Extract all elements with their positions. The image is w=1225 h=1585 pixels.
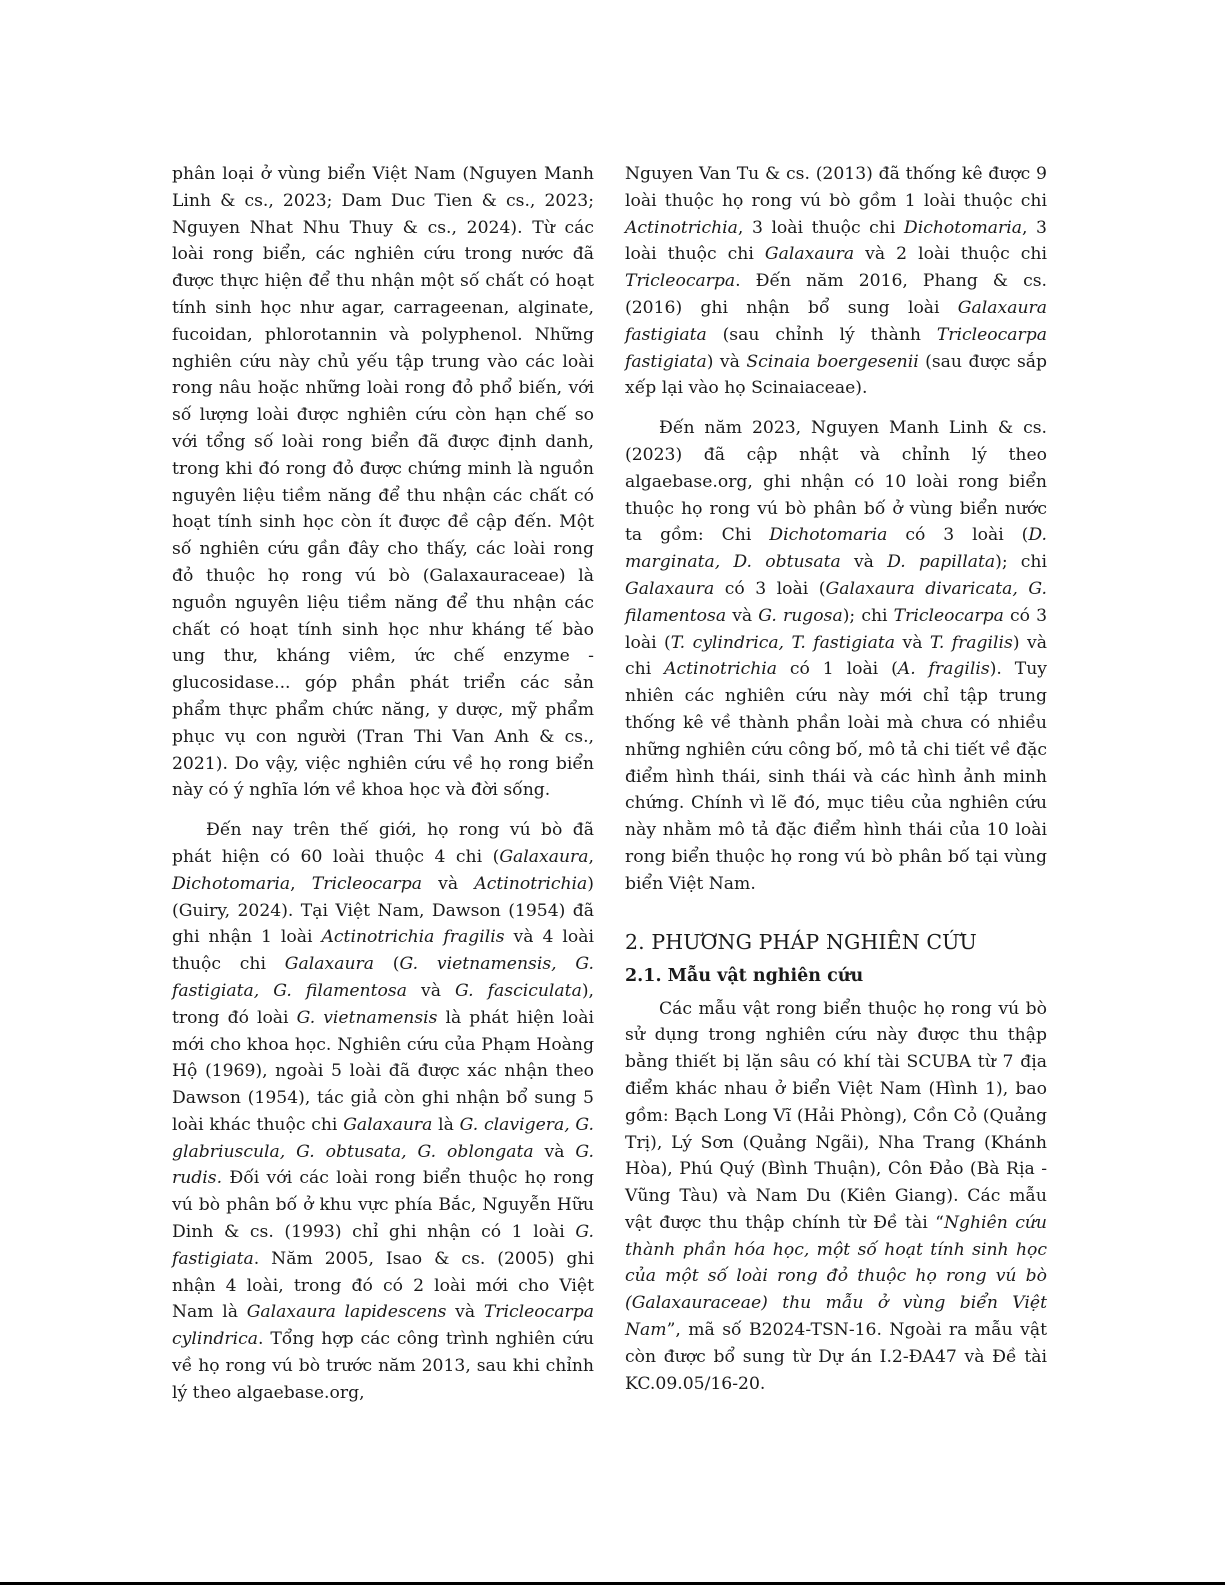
italic-text-segment: Galaxaura (764, 244, 855, 265)
italic-text-segment: Tricleocarpa fastigiata (625, 324, 1047, 372)
italic-text-segment: T. cylindrica, T. fastigiata (670, 632, 896, 653)
text-segment: có 3 loài ( (625, 605, 1048, 653)
text-segment: và (406, 980, 456, 1001)
italic-text-segment: Galaxaura fastigiata (625, 297, 1047, 345)
italic-text-segment: Tricleocarpa (625, 271, 736, 292)
italic-text-segment: Actinotrichia (474, 873, 588, 894)
italic-text-segment: Galaxaura divaricata, G. filamentosa (625, 578, 1047, 626)
italic-text-segment: G. fasciculata (455, 980, 582, 1001)
text-segment: và (726, 605, 759, 626)
text-segment: ). Tuy nhiên các nghiên cứu này mới chỉ tập trung thống kê về thành phần loài mà chưa có nhiều những nghiên cứu công bố, mô tả chi tiết về đặc điểm hình thái, sinh thái và các hình ảnh minh chứng. Chính vì lẽ đó, mục tiêu của nghiên cứu này nhằm mô tả đặc điểm hình thái của 10 loài rong biển thuộc họ rong vú bò phân bố tại vùng biển Việt Nam. (625, 659, 1047, 894)
text-segment: . Năm 2005, Isao & cs. (2005) ghi nhận 4 loài, trong đó có 2 loài mới cho Việt Nam là (172, 1248, 594, 1323)
text-segment: ), trong đó loài (172, 980, 594, 1028)
italic-text-segment: D. marginata, D. obtusata (625, 525, 1047, 573)
italic-text-segment: Galaxaura (284, 954, 374, 975)
italic-text-segment: G. fastigiata (172, 1222, 594, 1269)
italic-text-segment: Galaxaura (499, 846, 589, 867)
right-paragraph-3 (625, 996, 1047, 1398)
italic-text-segment: D. papillata (887, 552, 996, 573)
italic-text-segment: G. clavigera, G. glabriuscula, G. obtusata, G. oblongata (172, 1114, 595, 1162)
text-segment: Đến nay trên thế giới, họ rong vú bò đã phát hiện có 60 loài thuộc 4 chi ( (172, 820, 594, 867)
text-segment: và (533, 1141, 576, 1162)
text-segment: và (446, 1302, 484, 1323)
text-segment: ”, mã số B2024-TSN-16. Ngoài ra mẫu vật còn được bổ sung từ Dự án I.2-ĐA47 và Đề tài KC.09.05/16-20. (625, 1320, 1047, 1394)
left-column (172, 161, 594, 1407)
italic-text-segment: Tricleocarpa cylindrica (172, 1302, 594, 1350)
text-segment: và (421, 873, 475, 894)
text-segment: Các mẫu vật rong biển thuộc họ rong vú bò sử dụng trong nghiên cứu này được thu thập bằng thiết bị lặn sâu có khí tài SCUBA từ 7 địa điểm khác nhau ở biển Việt Nam (Hình 1), bao gồm: Bạch Long Vĩ (Hải Phòng), Cồn Cỏ (Quảng Trị), Lý Sơn (Quảng Ngãi), Nha Trang (Khánh Hòa), Phú Quý (Bình Thuận), Côn Đảo (Bà Rịa - Vũng Tàu) và Nam Du (Kiên Giang). Các mẫu vật được thu thập chính từ Đề tài “ (625, 998, 1047, 1233)
italic-text-segment: T. fragilis (929, 632, 1013, 653)
text-segment: , 3 loài thuộc chi (737, 217, 904, 238)
text-segment: ) (Guiry, 2024). Tại Việt Nam, Dawson (1954) đã ghi nhận 1 loài (172, 873, 594, 948)
italic-text-segment: Actinotrichia (664, 659, 778, 680)
italic-text-segment: Dichotomaria (903, 217, 1023, 238)
text-segment: phân loại ở vùng biển Việt Nam (Nguyen Manh Linh & cs., 2023; Dam Duc Tien & cs., 2023; Nguyen Nhat Nhu Thuy & cs., 2024). Từ các loài rong biển, các nghiên cứu trong nước đã được thực hiện để thu nhận một số chất có hoạt tính sinh học như agar, carrageenan, alginate, fucoidan, phlorotannin và polyphenol. Những nghiên cứu này chủ yếu tập trung vào các loài rong nâu hoặc những loài rong đỏ phổ biến, với số lượng loài được nghiên cứu còn hạn chế so với tổng số loài rong biển đã được định danh, trong khi đó rong đỏ được chứng minh là nguồn nguyên liệu tiềm năng để thu nhận các chất có hoạt tính sinh học còn ít được đề cập đến. Một số nghiên cứu gần đây cho thấy, các loài rong đỏ thuộc họ rong vú bò (Galaxauraceae) là nguồn nguyên liệu tiềm năng để thu nhận các chất có hoạt tính sinh học như kháng tế bào ung thư, kháng viêm, ức chế enzyme -glucosidase... góp phần phát triển các sản phẩm thực phẩm chức năng, y dược, mỹ phẩm phục vụ con người (Tran Thi Van Anh & cs., 2021). Do vậy, việc nghiên cứu về họ rong biển này có ý nghĩa lớn về khoa học và đời sống. (172, 164, 594, 801)
right-paragraph-1 (625, 161, 1047, 402)
text-segment: . Đến năm 2016, Phang & cs. (2016) ghi nhận bổ sung loài (625, 271, 1047, 318)
right-column (625, 161, 1047, 1397)
text-segment: Đối với các loài rong biển thuộc họ rong vú bò phân bố ở khu vực phía Bắc, Nguyễn Hữu Dinh & cs. (1993) chỉ ghi nhận có 1 loài (172, 1168, 594, 1243)
text-segment: và (840, 552, 888, 573)
text-segment: (sau được sắp xếp lại vào họ Scinaiaceae). (625, 351, 1048, 399)
italic-text-segment: Scinaia boergesenii (746, 351, 919, 372)
text-segment: , 3 loài thuộc chi (625, 217, 1047, 265)
text-segment: , (588, 846, 594, 867)
text-segment: ); chi (995, 552, 1047, 573)
italic-text-segment: Galaxaura (625, 578, 715, 599)
text-segment: ( (374, 954, 400, 975)
italic-text-segment: G. vietnamensis (296, 1007, 438, 1028)
right-paragraph-2 (625, 415, 1047, 897)
left-paragraph-2 (172, 817, 594, 1407)
italic-text-segment: A. fragilis (897, 659, 990, 680)
left-paragraph-1 (172, 161, 594, 804)
text-segment: ); chi (842, 605, 894, 626)
italic-text-segment: Nghiên cứu thành phần hóa học, một số hoạt tính sinh học của một số loài rong đỏ thuộc họ rong vú bò (Galaxauraceae) thu mẫu ở vùng biển Việt Nam (625, 1212, 1047, 1341)
italic-text-segment: Tricleocarpa (311, 873, 422, 894)
text-segment: (sau chỉnh lý thành (706, 324, 937, 345)
text-segment: , (290, 873, 312, 894)
text-segment: Nguyen Van Tu & cs. (2013) đã thống kê được 9 loài thuộc họ rong vú bò gồm 1 loài thuộc chi (625, 164, 1047, 211)
section-heading: 2. PHƯƠNG PHÁP NGHIÊN CỨU (625, 929, 977, 954)
subsection-heading: 2.1. Mẫu vật nghiên cứu (625, 965, 864, 986)
italic-text-segment: G. rudis. (172, 1141, 594, 1189)
italic-text-segment: Galaxaura lapidescens (246, 1302, 447, 1323)
text-segment: có 3 loài ( (714, 578, 826, 599)
text-segment: . Tổng hợp các công trình nghiên cứu về họ rong vú bò trước năm 2013, sau khi chỉnh lý theo algaebase.org, (172, 1329, 594, 1403)
italic-text-segment: Dichotomaria (769, 525, 888, 546)
text-segment: có 1 loài ( (777, 659, 898, 680)
text-segment: là (432, 1114, 460, 1135)
text-segment: có 3 loài ( (887, 525, 1029, 546)
text-segment: Đến năm 2023, Nguyen Manh Linh & cs. (2023) đã cập nhật và chỉnh lý theo algaebase.org, ghi nhận có 10 loài rong biển thuộc họ rong vú bò phân bố ở vùng biển nước ta gồm: Chi (625, 418, 1047, 546)
text-segment: ) và chi (625, 632, 1047, 680)
italic-text-segment: Tricleocarpa (893, 605, 1004, 626)
italic-text-segment: Dichotomaria (172, 873, 291, 894)
italic-text-segment: Galaxaura (343, 1114, 433, 1135)
italic-text-segment: Actinotrichia fragilis (321, 927, 505, 948)
italic-text-segment: Actinotrichia (625, 217, 738, 238)
text-segment: và 4 loài thuộc chi (172, 927, 594, 975)
italic-text-segment: G. rugosa (758, 605, 843, 626)
text-segment: ) và (706, 351, 747, 372)
text-segment: là phát hiện loài mới cho khoa học. Nghiên cứu của Phạm Hoàng Hộ (1969), ngoài 5 loài đã được xác nhận theo Dawson (1954), tác giả còn ghi nhận bổ sung 5 loài khác thuộc chi (172, 1007, 595, 1135)
text-segment: và 2 loài thuộc chi (854, 244, 1047, 265)
italic-text-segment: G. vietnamensis, G. fastigiata, G. filamentosa (172, 954, 594, 1001)
text-segment: và (895, 632, 930, 653)
